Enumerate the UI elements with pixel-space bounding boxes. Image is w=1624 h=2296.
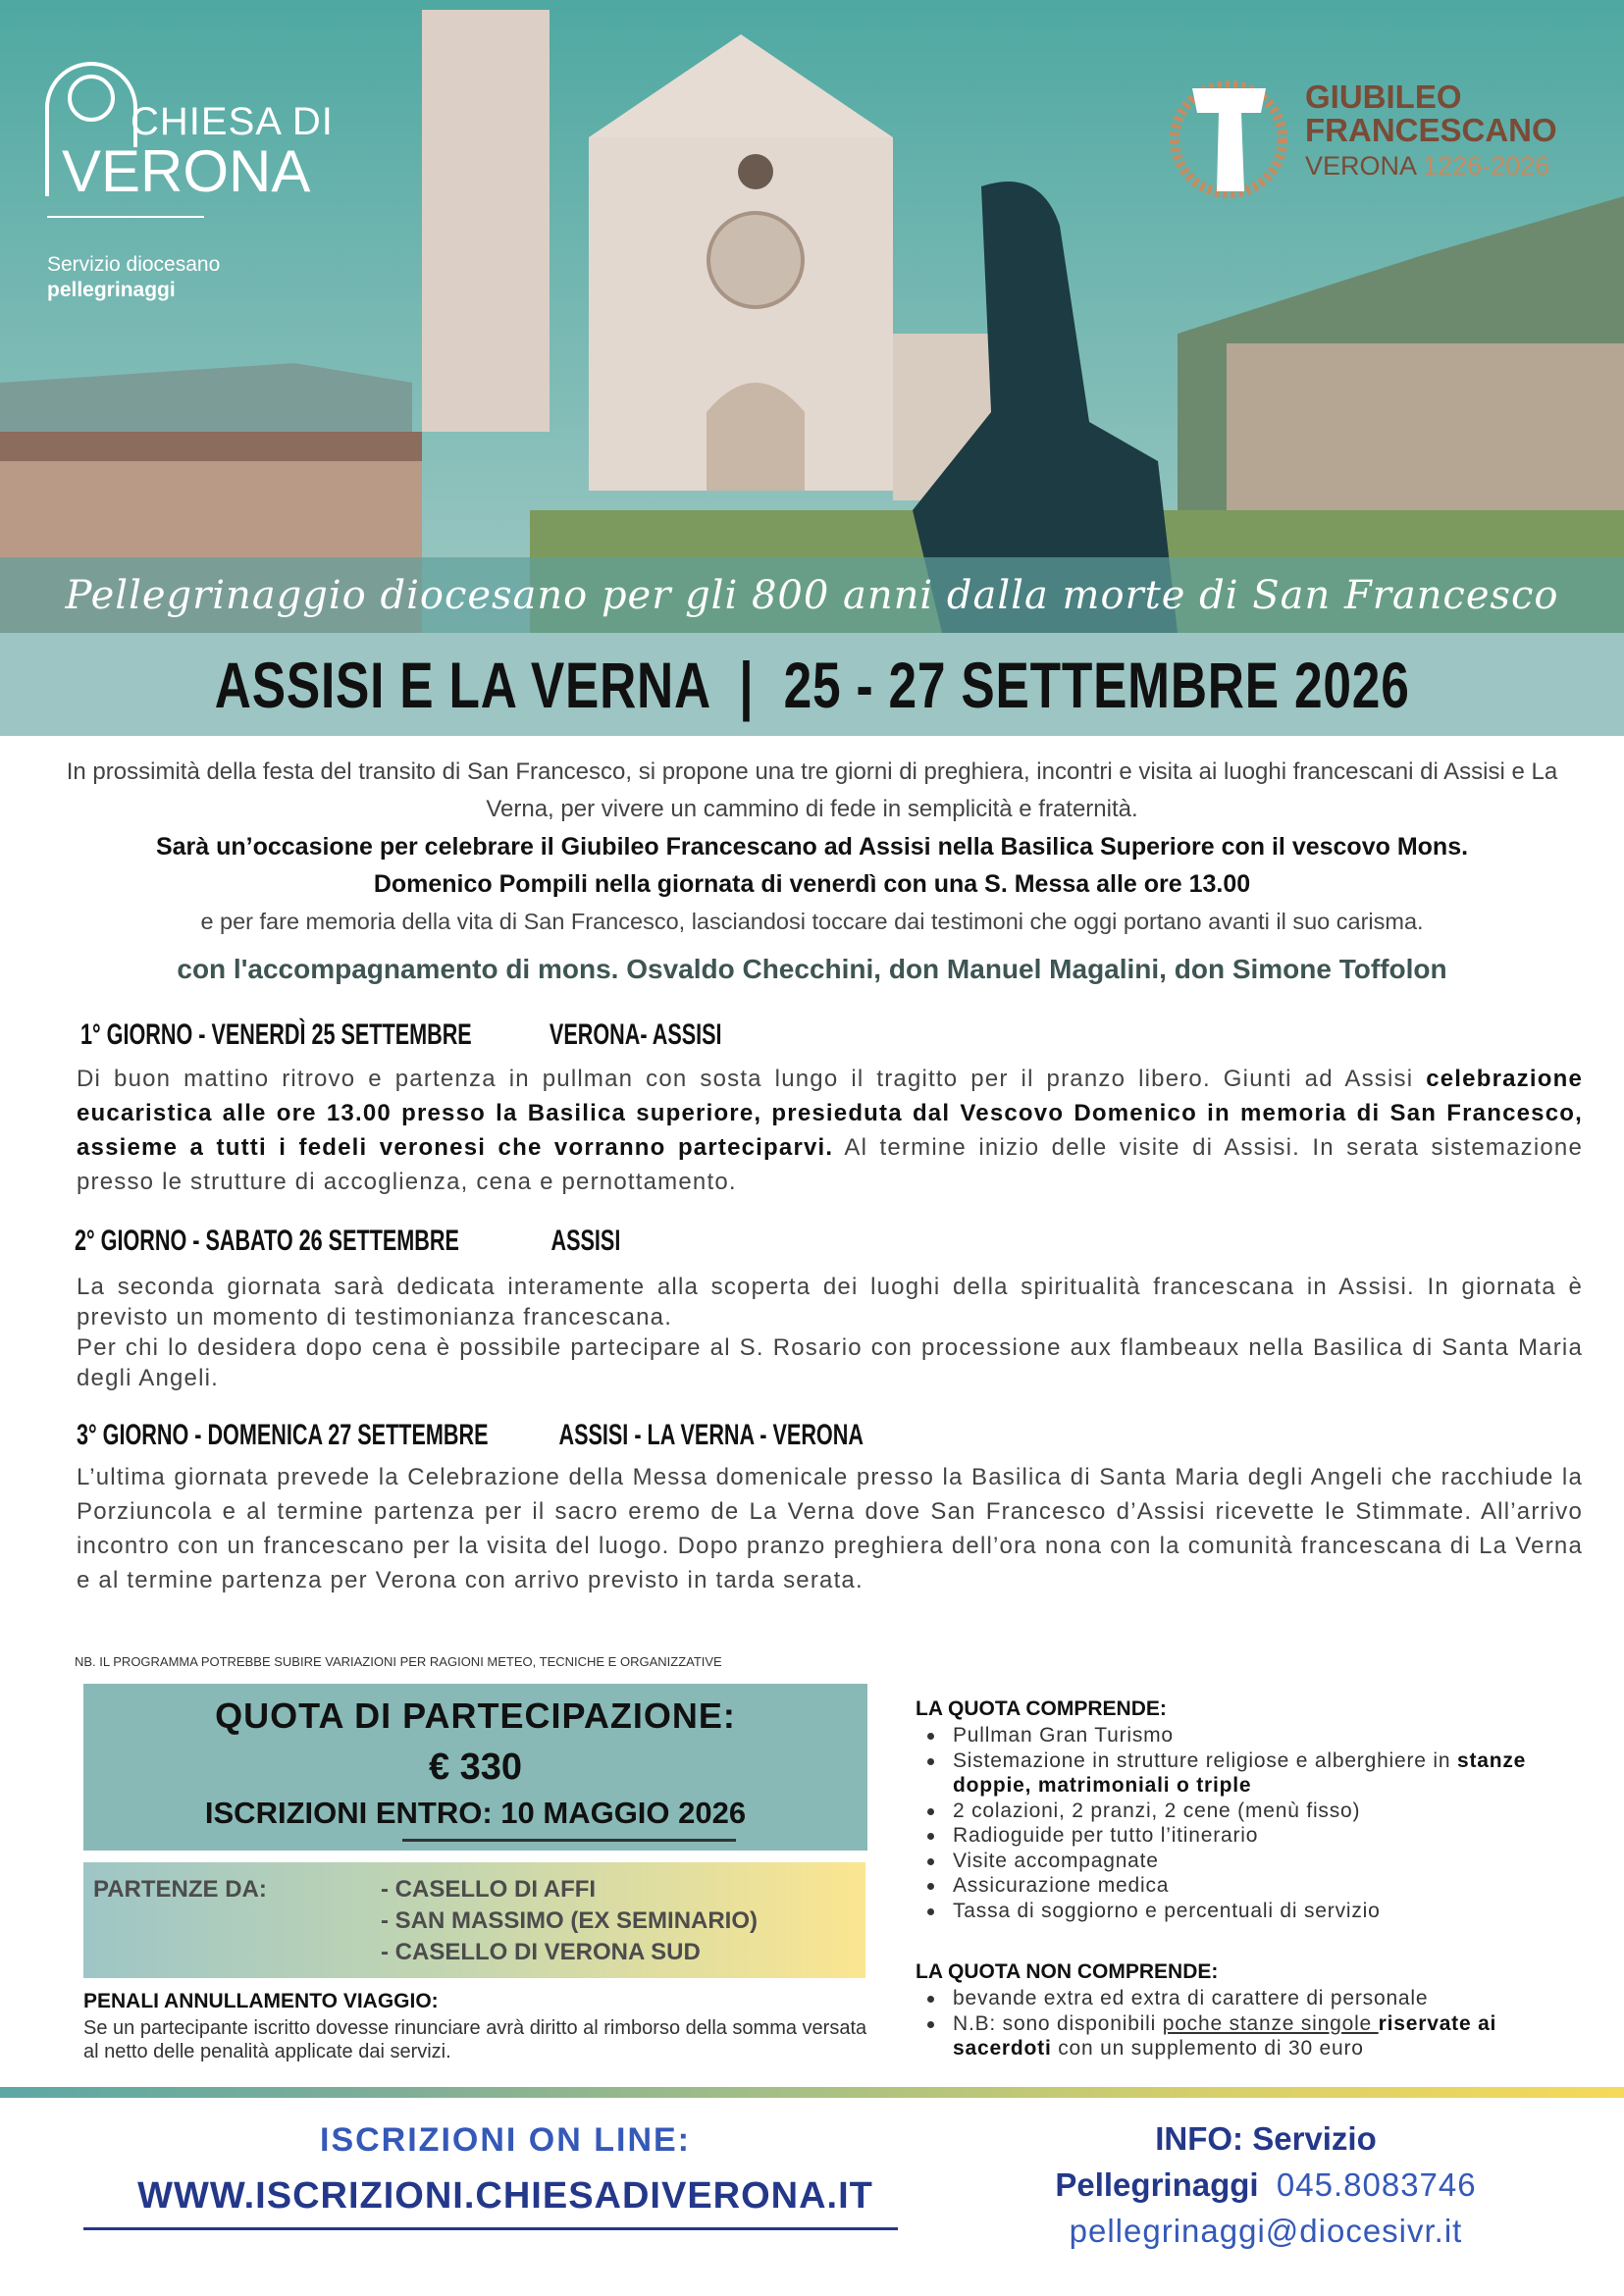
intro: In prossimità della festa del transito di San Francesco, si propone una tre giorni di preghiera, incontri e visita ai luoghi francescani di Assisi e La Verna, per vivere un cammino di fede in semplicità e fraternità. Sarà un’occasione per celebrare il Giubileo Francescano ad Assisi nella Basilica Superiore con il vescovo Mons. Domenico Pompili nella giornata di venerdì con una S. Messa alle ore 13.00 e per fare memoria della vita di San Francesco, lasciandosi toccare dai testimoni che oggi portano avanti il suo carisma. [66, 758, 1558, 934]
quota-includes: LA QUOTA COMPRENDE: Pullman Gran Turismo Sistemazione in strutture religiose e alberghiere in stanze doppie, matrimoniali o triple 2 colazioni, 2 pranzi, 2 cene (menù fisso) Radioguide per tutto l’itinerario Visite accompagnate Assicurazione medica Tassa di soggiorno e percentuali di servizio [916, 1697, 1593, 1923]
list-item: Visite accompagnate [916, 1849, 1593, 1874]
day-2-heading: 2° GIORNO - SABATO 26 SETTEMBRE ASSISI [75, 1225, 621, 1257]
list-item: 2 colazioni, 2 pranzi, 2 cene (menù fisso) [916, 1799, 1593, 1824]
departure-item: - CASELLO DI AFFI [381, 1876, 597, 1903]
subtitle-band [0, 557, 1624, 633]
deadline: ISCRIZIONI ENTRO: 10 MAGGIO 2026 [204, 1796, 747, 1830]
price: € 330 [428, 1747, 523, 1788]
list-item: Radioguide per tutto l’itinerario [916, 1823, 1593, 1849]
color-stripe [0, 2087, 1624, 2098]
departure-item: - CASELLO DI VERONA SUD [381, 1939, 701, 1965]
list-item: bevande extra ed extra di carattere di personale [916, 1986, 1593, 2011]
underline [83, 2227, 898, 2230]
tau-cross-icon [1168, 78, 1290, 201]
divider [47, 216, 204, 218]
day-3-text: L’ultima giornata prevede la Celebrazione della Messa domenicale presso la Basilica di Santa Maria degli Angeli che racchiude la Porziuncola e al termine partenza per il sacro eremo de La Verna dove San Francesco d’Assisi ricevette le Stimmate. All’arrivo incontro con un francescano per la visita del luogo. Dopo pranzo preghiera dell’ora nona con la comunità francescana di La Verna e al termine partenza per Verona con arrivo previsto in tarda serata. [77, 1464, 1583, 1593]
penalties-text: Se un partecipante iscritto dovesse rinunciare avrà diritto al rimborso della somma versata al netto delle penalità applicate dai servizi. [83, 2017, 867, 2062]
list-item: Sistemazione in strutture religiose e alberghiere in stanze doppie, matrimoniali o triple [916, 1748, 1593, 1799]
phone-number[interactable]: 045.8083746 [1276, 2166, 1477, 2203]
quota-box: QUOTA DI PARTECIPAZIONE: € 330 ISCRIZIONI ENTRO: 10 MAGGIO 2026 [83, 1684, 867, 1851]
program-note: NB. IL PROGRAMMA POTREBBE SUBIRE VARIAZIONI PER RAGIONI METEO, TECNICHE E ORGANIZZATIVE [75, 1654, 722, 1669]
online-registration: ISCRIZIONI ON LINE: WWW.ISCRIZIONI.CHIESADIVERONA.IT [83, 2121, 927, 2230]
day-3-heading: 3° GIORNO - DOMENICA 27 SETTEMBRE ASSISI - LA VERNA - VERONA [77, 1419, 864, 1451]
underline [402, 1839, 736, 1842]
list-item: Pullman Gran Turismo [916, 1723, 1593, 1748]
departure-item: - SAN MASSIMO (EX SEMINARIO) [381, 1907, 759, 1934]
quota-excludes: LA QUOTA NON COMPRENDE: bevande extra ed extra di carattere di personale N.B: sono disponibili poche stanze singole riservate ai sacerdoti con un supplemento di 30 euro [916, 1960, 1593, 2061]
departures-box: PARTENZE DA: - CASELLO DI AFFI - SAN MASSIMO (EX SEMINARIO) - CASELLO DI VERONA SUD [83, 1862, 865, 1978]
list-item: N.B: sono disponibili poche stanze singole riservate ai sacerdoti con un supplemento di 30 euro [916, 2011, 1593, 2061]
contact-info: INFO: Servizio Pellegrinaggi 045.8083746 pellegrinaggi@diocesivr.it [942, 2115, 1590, 2254]
day-2-text: La seconda giornata sarà dedicata interamente alla scoperta dei luoghi della spiritualità francescana in Assisi. In giornata è previsto un momento di testimonianza francescana. Per chi lo desidera dopo cena è possibile partecipare al S. Rosario con processione aux flambeaux nella Basilica di Santa Maria degli Angeli. [77, 1274, 1583, 1391]
page-title: ASSISI E LA VERNA | 25 - 27 SETTEMBRE 2026 [214, 648, 1410, 721]
list-item: Tassa di soggiorno e percentuali di servizio [916, 1899, 1593, 1924]
title-band [0, 633, 1624, 736]
day-1-heading: 1° GIORNO - VENERDÌ 25 SETTEMBRE VERONA- ASSISI [80, 1018, 722, 1051]
day-1-text: Di buon mattino ritrovo e partenza in pullman con sosta lungo il tragitto per il pranzo libero. Giunti ad Assisi celebrazione eucaristica alle ore 13.00 presso la Basilica superiore, presieduta dal Vescovo Domenico in memoria di San Francesco, assieme a tutti i fedeli veronesi che vorranno parteciparvi. Al termine inizio delle visite di Assisi. In serata sistemazione presso le strutture di accoglienza, cena e pernottamento. [77, 1066, 1584, 1195]
email-link[interactable]: pellegrinaggi@diocesivr.it [1069, 2213, 1463, 2249]
list-item: Assicurazione medica [916, 1873, 1593, 1899]
penalties-title: PENALI ANNULLAMENTO VIAGGIO: [83, 1990, 439, 2012]
accompaniment: con l'accompagnamento di mons. Osvaldo Checchini, don Manuel Magalini, don Simone Toffolon [177, 954, 1447, 984]
hero-photo: CHIESA DI VERONA Servizio diocesano pellegrinaggi GIUBILEO FRANCESCANO VERONA 1226-2026 [0, 0, 1624, 633]
registration-link[interactable]: WWW.ISCRIZIONI.CHIESADIVERONA.IT [137, 2175, 873, 2217]
subtitle: Pellegrinaggio diocesano per gli 800 anni dalla morte di San Francesco [65, 572, 1559, 618]
